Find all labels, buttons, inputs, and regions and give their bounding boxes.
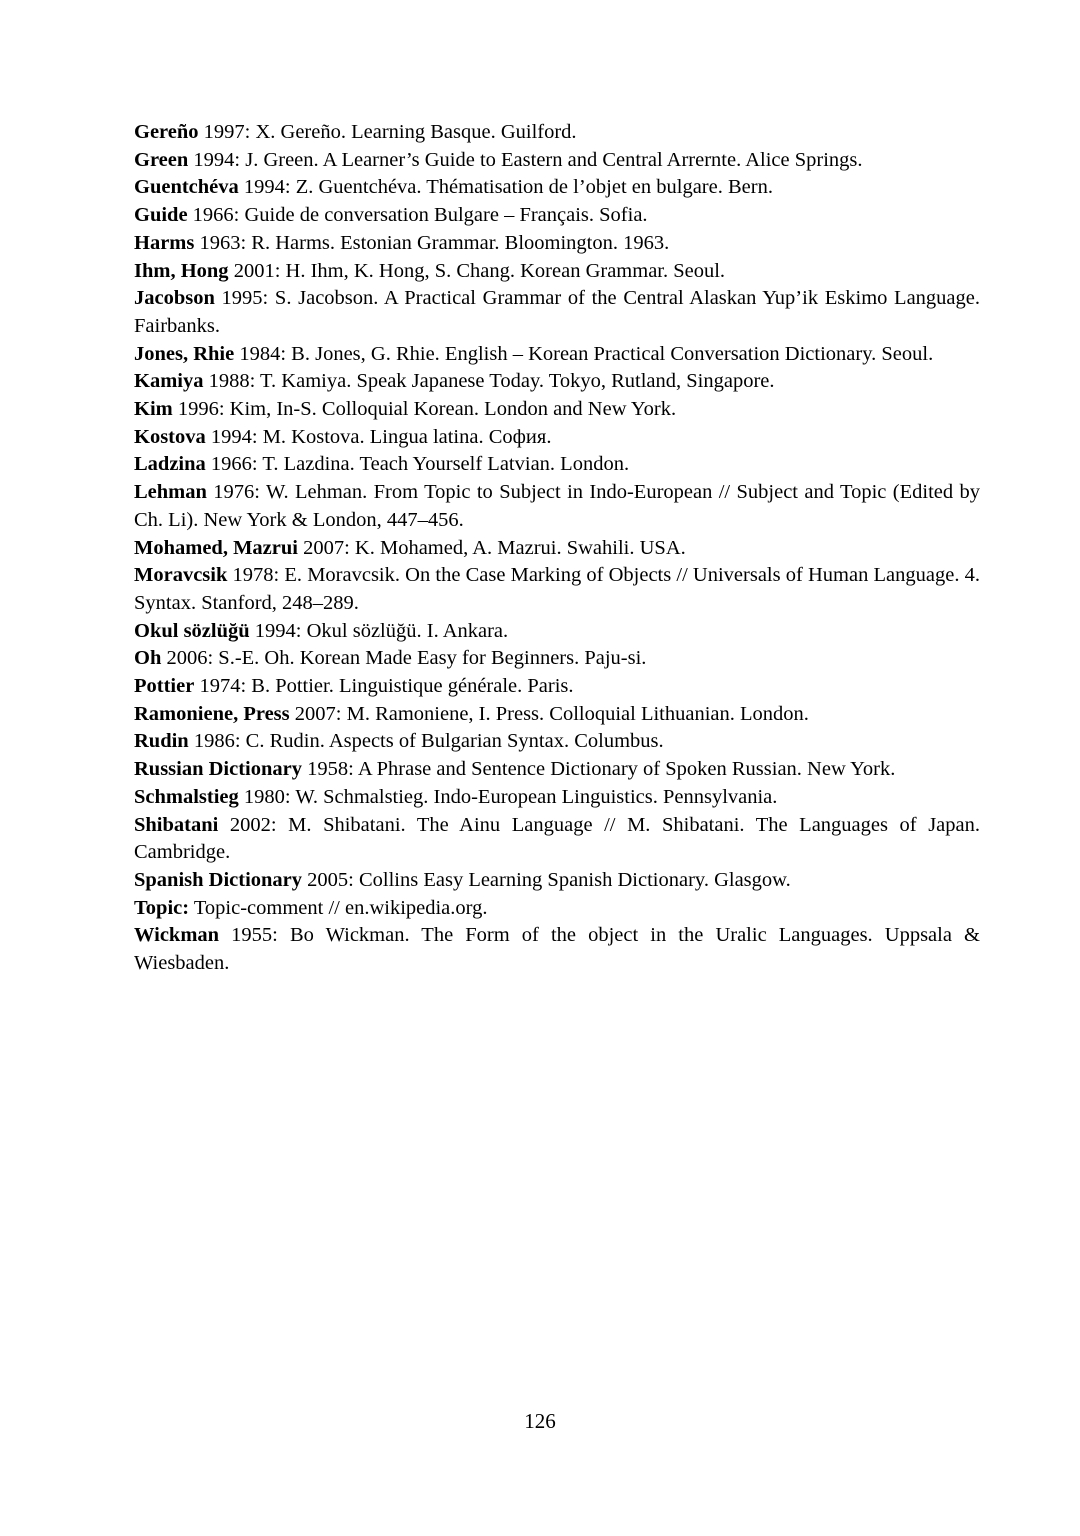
entry-text: 1986: C. Rudin. Aspects of Bulgarian Syntax. Columbus. — [188, 730, 664, 753]
bibliography-entry — [134, 562, 980, 617]
entry-author: Moravcsik — [134, 564, 228, 587]
entry-text: 1976: W. Lehman. From Topic to Subject in Indo-European // Subject and Topic (Edited by Ch. Li). New York & London, 447–456. — [134, 481, 980, 531]
entry-author: Ladzina — [134, 453, 206, 476]
bibliography-entry — [134, 645, 980, 673]
entry-author: Topic: — [134, 896, 190, 919]
bibliography-entry — [134, 701, 980, 729]
entry-text: Topic-comment // en.wikipedia.org. — [189, 896, 488, 919]
entry-author: Russian Dictionary — [134, 758, 303, 781]
entry-text: 1966: T. Lazdina. Teach Yourself Latvian. London. — [205, 453, 630, 476]
entry-author: Green — [134, 148, 189, 171]
entry-text: 1996: Kim, In-S. Colloquial Korean. London and New York. — [172, 398, 677, 421]
bibliography-entry — [134, 202, 980, 230]
entry-text: 1974: B. Pottier. Linguistique générale. Paris. — [194, 675, 574, 698]
entry-text: 1978: E. Moravcsik. On the Case Marking of Objects // Universals of Human Language. 4. Syntax. Stanford, 248–289. — [134, 564, 980, 614]
entry-author: Harms — [134, 231, 195, 254]
entry-text: 1994: M. Kostova. Lingua latina. София. — [205, 425, 552, 448]
entry-author: Wickman — [134, 924, 220, 947]
page-number: 126 — [524, 1409, 556, 1433]
entry-text: 1984: B. Jones, G. Rhie. English – Korean Practical Conversation Dictionary. Seoul. — [234, 342, 934, 365]
bibliography-entry — [134, 147, 980, 175]
entry-author: Mohamed, Mazrui — [134, 536, 298, 559]
bibliography-entry — [134, 451, 980, 479]
entry-author: Spanish Dictionary — [134, 868, 303, 891]
entry-author: Guentchéva — [134, 176, 239, 199]
entry-author: Shibatani — [134, 813, 219, 836]
bibliography-entry — [134, 479, 980, 534]
bibliography-entry — [134, 812, 980, 867]
entry-author: Rudin — [134, 730, 189, 753]
entry-author: Gereño — [134, 121, 199, 143]
entry-author: Jones, Rhie — [134, 342, 235, 365]
entry-text: 1994: J. Green. A Learner’s Guide to Eastern and Central Arrernte. Alice Springs. — [188, 148, 863, 171]
entry-text: 1994: Okul sözlüğü. I. Ankara. — [249, 619, 509, 642]
entry-text: 1966: Guide de conversation Bulgare – Français. Sofia. — [187, 204, 648, 227]
entry-author: Pottier — [134, 675, 195, 698]
entry-text: 1963: R. Harms. Estonian Grammar. Bloomington. 1963. — [194, 231, 670, 254]
entry-text: 1955: Bo Wickman. The Form of the object in the Uralic Languages. Uppsala & Wiesbaden. — [134, 924, 980, 975]
entry-text: 1995: S. Jacobson. A Practical Grammar of the Central Alaskan Yup’ik Eskimo Language. Fairbanks. — [134, 287, 980, 337]
entry-author: Kim — [134, 398, 173, 421]
entry-author: Lehman — [134, 481, 207, 504]
bibliography-list — [134, 119, 980, 978]
bibliography-entry — [134, 285, 980, 340]
bibliography-entry — [134, 174, 980, 202]
entry-author: Oh — [134, 647, 162, 670]
entry-text: 2002: M. Shibatani. The Ainu Language // M. Shibatani. The Languages of Japan. Cambridge. — [134, 813, 980, 864]
entry-text: 2007: M. Ramoniene, I. Press. Colloquial Lithuanian. London. — [289, 702, 809, 725]
bibliography-entry — [134, 895, 980, 923]
entry-author: Okul sözlüğü — [134, 619, 250, 642]
bibliography-entry — [134, 784, 980, 812]
entry-text: 1988: T. Kamiya. Speak Japanese Today. Tokyo, Rutland, Singapore. — [203, 370, 775, 393]
bibliography-entry — [134, 867, 980, 895]
bibliography-entry — [134, 230, 980, 258]
entry-text: 2001: H. Ihm, K. Hong, S. Chang. Korean Grammar. Seoul. — [228, 259, 726, 282]
bibliography-entry — [134, 728, 980, 756]
bibliography-entry — [134, 396, 980, 424]
entry-text: 2005: Collins Easy Learning Spanish Dictionary. Glasgow. — [302, 868, 791, 891]
entry-author: Jacobson — [134, 287, 215, 310]
bibliography-entry — [134, 618, 980, 646]
entry-text: 1958: A Phrase and Sentence Dictionary of Spoken Russian. New York. — [302, 758, 896, 781]
entry-text: 2007: K. Mohamed, A. Mazrui. Swahili. USA. — [297, 536, 686, 559]
bibliography-entry — [134, 673, 980, 701]
entry-author: Kamiya — [134, 370, 204, 393]
entry-text: 1980: W. Schmalstieg. Indo-European Linguistics. Pennsylvania. — [238, 785, 778, 808]
entry-text: 1994: Z. Guentchéva. Thématisation de l’objet en bulgare. Bern. — [238, 176, 773, 199]
bibliography-entry — [134, 756, 980, 784]
bibliography-entry — [134, 535, 980, 563]
bibliography-entry — [134, 922, 980, 977]
entry-text: 2006: S.-E. Oh. Korean Made Easy for Beginners. Paju-si. — [161, 647, 647, 670]
entry-author: Kostova — [134, 425, 206, 448]
entry-author: Schmalstieg — [134, 785, 239, 808]
bibliography-entry — [134, 119, 980, 147]
bibliography-entry — [134, 258, 980, 286]
bibliography-entry — [134, 368, 980, 396]
bibliography-entry — [134, 341, 980, 369]
entry-text: 1997: X. Gereño. Learning Basque. Guilford. — [198, 121, 577, 143]
entry-author: Guide — [134, 204, 188, 227]
entry-author: Ramoniene, Press — [134, 702, 290, 725]
entry-author: Ihm, Hong — [134, 259, 229, 282]
bibliography-entry — [134, 424, 980, 452]
